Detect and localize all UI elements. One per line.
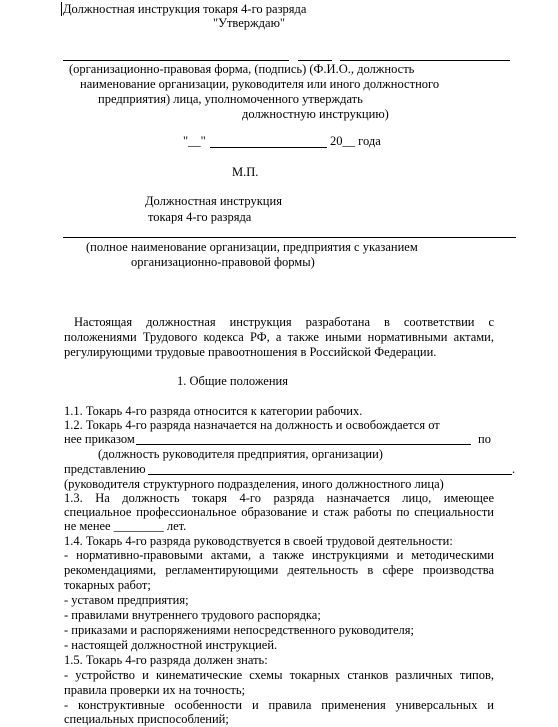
clause-1-5-item: - устройство и кинематические схемы токарных станков различных типов,: [64, 668, 494, 682]
clause-1-1: 1.1. Токарь 4-го разряда относится к категории рабочих.: [64, 404, 363, 418]
clause-1-2-line-1: 1.2. Токарь 4-го разряда назначается на должность и освобождается от: [64, 418, 440, 432]
clause-1-2-line-2: нее приказом: [64, 432, 135, 446]
director-caption: (должность руководителя предприятия, организации): [98, 447, 383, 461]
submission-blank-line: [148, 474, 512, 475]
clause-1-4-item: - нормативно-правовыми актами, а также инструкциями и методическими: [64, 548, 494, 562]
section-heading: 1. Общие положения: [177, 374, 288, 388]
clause-1-3-line-3: не менее ________ лет.: [64, 519, 187, 533]
clause-1-2-po: по: [478, 432, 491, 446]
submission-caption: (руководителя структурного подразделения, иного должностного лица): [64, 477, 444, 491]
clause-1-4-item: токарных работ;: [64, 578, 151, 592]
doc-title: Должностная инструкция токаря 4-го разряда: [63, 2, 307, 16]
clause-1-5: 1.5. Токарь 4-го разряда должен знать:: [64, 653, 268, 667]
signature-caption-2: наименование организации, руководителя или иного должностного: [80, 77, 440, 91]
clause-1-5-item: специальных приспособлений;: [64, 712, 229, 726]
signature-caption-4: должностную инструкцию): [242, 107, 389, 121]
intro-line-1: Настоящая должностная инструкция разработана в соответствии с: [74, 315, 494, 329]
clause-1-2-period: .: [512, 462, 516, 476]
intro-line-3: регулирующими трудовые правоотношения в Российской Федерации.: [64, 345, 437, 359]
intro-line-2: положениями Трудового кодекса РФ, а также иными нормативными актами,: [64, 330, 494, 344]
organization-caption-2: организационно-правовой формы): [131, 255, 315, 269]
instruction-title-2: токаря 4-го разряда: [148, 210, 252, 224]
signature-blank-line: [298, 60, 332, 61]
approve-label: "Утверждаю": [213, 16, 286, 30]
name-blank-line: [340, 60, 510, 61]
clause-1-4-item: - приказами и распоряжениями непосредственного руководителя;: [64, 623, 415, 637]
organization-blank-line: [63, 237, 516, 238]
clause-1-4: 1.4. Токарь 4-го разряда руководствуется в своей трудовой деятельности:: [64, 534, 453, 548]
organization-caption-1: (полное наименование организации, предприятия с указанием: [86, 240, 418, 254]
clause-1-3-line-1: 1.3. На должность токаря 4-го разряда назначается лицо, имеющее: [64, 491, 494, 505]
clause-1-5-item: правила проверки их на точность;: [64, 683, 246, 697]
clause-1-4-item: - уставом предприятия;: [64, 593, 189, 607]
clause-1-2-line-4: представлению: [64, 462, 146, 476]
date-month-line: [210, 147, 327, 148]
clause-1-3-line-2: специальное профессиональное образование и стаж работы по специальности: [64, 505, 494, 519]
date-day: "__": [183, 134, 206, 148]
clause-1-4-item: рекомендациями, регламентирующими деятельность в сфере производства: [64, 563, 494, 577]
instruction-title-1: Должностная инструкция: [145, 194, 282, 208]
org-blank-line: [63, 60, 289, 61]
clause-1-4-item: - правилами внутреннего трудового распорядка;: [64, 608, 321, 622]
director-blank-line: [136, 444, 471, 445]
signature-caption-3: предприятия) лица, уполномоченного утверждать: [98, 92, 363, 106]
date-year: 20__ года: [330, 134, 381, 148]
clause-1-4-item: - настоящей должностной инструкцией.: [64, 638, 278, 652]
page-margin-bar: [61, 2, 62, 16]
clause-1-5-item: - конструктивные особенности и правила применения универсальных и: [64, 698, 494, 712]
stamp-label: М.П.: [232, 165, 259, 179]
signature-caption-1: (организационно-правовая форма, (подпись) (Ф.И.О., должность: [69, 62, 415, 76]
